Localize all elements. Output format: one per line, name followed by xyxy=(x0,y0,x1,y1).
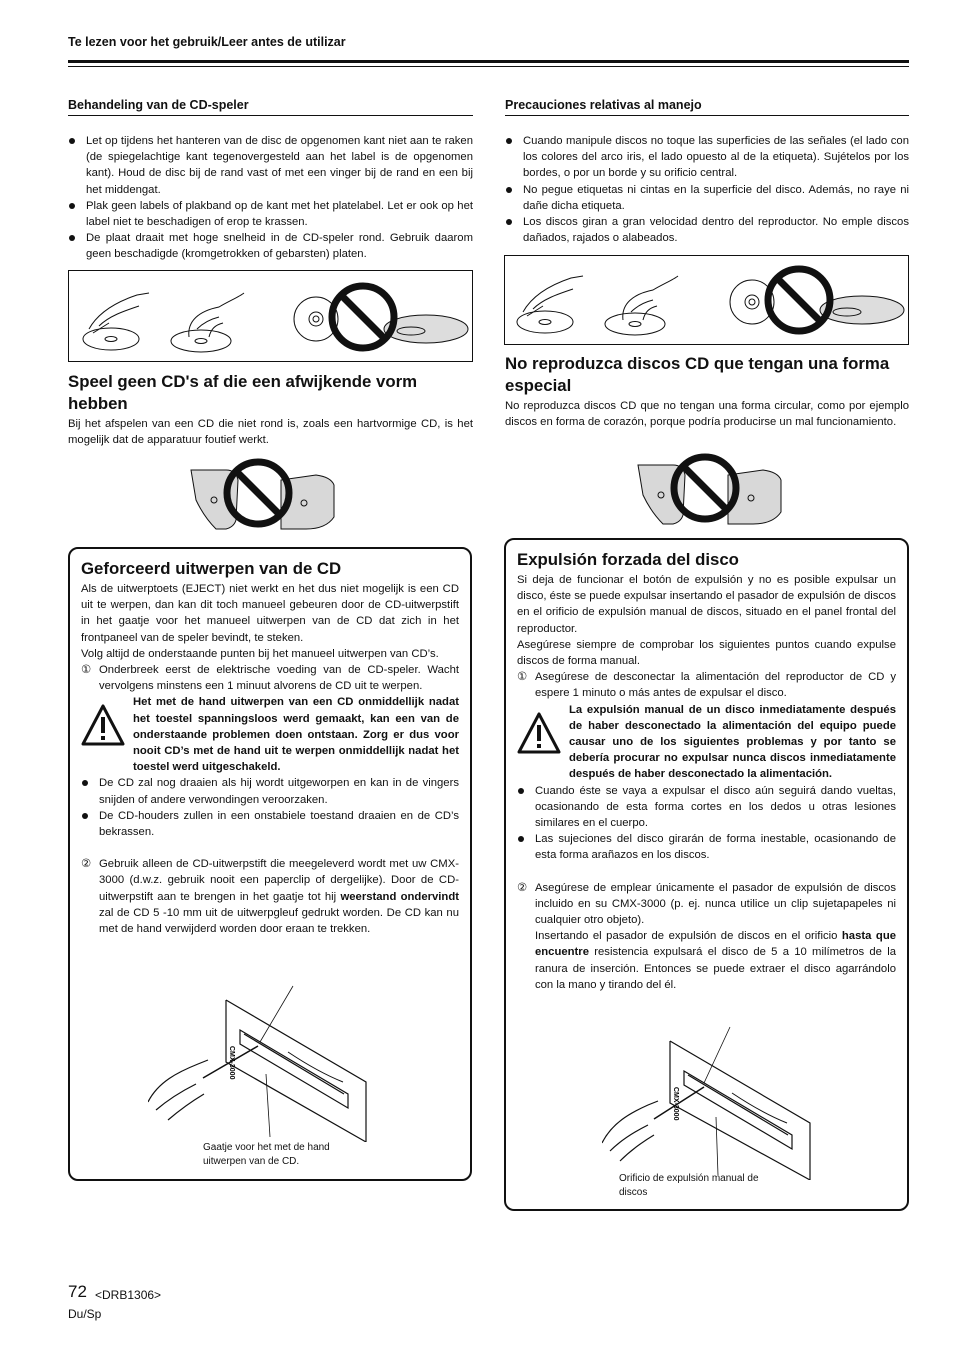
left-eject-intro: Als de uitwerptoets (EJECT) niet werkt en het dus niet mogelijk is een CD uit te werpen, dan kan dit toch manueel gebeuren door de CD-uitwerpstift in het gaatje voor het manueel uitwerpen van de CD dat zich in het frontpaneel van de speler bevindt, te steken. xyxy=(81,583,459,644)
step-number: ① xyxy=(517,671,528,684)
step-text: Asegúrese de desconectar la alimentación del reproductor de CD y espere 1 minuto o más antes de expulsar el disco. xyxy=(535,671,896,700)
step-text: Onderbreek eerst de elektrische voeding van de CD-speler. Wacht vervolgens minstens een 1 minuut alvorens de CD uit te werpen. xyxy=(99,664,459,693)
warning-icon xyxy=(81,694,125,775)
no-label-icon xyxy=(727,264,907,336)
list-item: No pegue etiquetas ni cintas en la superficie del disco. Además, no raye ni dañe dicha etiqueta. xyxy=(505,182,909,214)
left-handling-heading: Behandeling van de CD-speler xyxy=(68,98,473,116)
manual-eject-illustration xyxy=(602,1025,812,1180)
warning-text: La expulsión manual de un disco inmediatamente después de haber desconectado la alimentación del equipo puede causar uno de los siguientes problemas y por tanto se debería procurar no expulsar nunca discos inmediatamente después de haber desconectado la alimentación. xyxy=(569,703,896,781)
warning-icon xyxy=(517,702,561,783)
right-eject-bullets xyxy=(517,783,896,864)
right-eject-intro: Si deja de funcionar el botón de expulsión y no es posible expulsar un disco, éste se puede expulsar insertando el pasador de expulsión de discos en el orificio de expulsión manual de discos, situado en el panel frontal del reproductor. xyxy=(517,574,896,635)
step-text-bold: weerstand ondervindt xyxy=(340,890,460,903)
left-eject-step2 xyxy=(81,856,459,937)
device-label: CMX-3000 xyxy=(672,1087,679,1121)
step-text: resistencia expulsará el disco de 5 a 10 milímetros de la ranura de inserción. Entonces se puede extraer el disco agarrándolo con la mano y tirando del él. xyxy=(535,946,896,991)
list-item: Plak geen labels of plakband op de kant met het platelabel. Let er ook op het label niet te beschadigen of erop te krassen. xyxy=(68,198,473,230)
right-eject-warning xyxy=(517,702,896,783)
list-item: De plaat draait met hoge snelheid in de CD-speler rond. Gebruik daarom geen beschadigde (kromgetrokken of gebarsten) platen. xyxy=(68,230,473,262)
document-code: <DRB1306> xyxy=(95,1288,162,1302)
step-number: ① xyxy=(81,664,92,677)
left-eject-intro2: Volg altijd de onderstaande punten bij het manueel uitwerpen van CD’s. xyxy=(81,647,439,660)
list-item: Los discos giran a gran velocidad dentro del reproductor. No emple discos dañados, rajados o alabeados. xyxy=(505,214,909,246)
left-handling-list xyxy=(68,133,473,263)
step-text: Insertando el pasador de expulsión de discos en el orificio xyxy=(535,930,842,943)
right-handling-heading: Precauciones relativas al manejo xyxy=(505,98,909,116)
header-rule xyxy=(68,60,909,63)
right-eject-frame xyxy=(504,538,909,1211)
right-eject-step1 xyxy=(517,669,896,701)
list-item: Let op tijdens het hanteren van de disc de opgenomen kant niet aan te raken (de spiegelachtige kant tegenovergesteld aan het label is de opgenomen kant). Houd de disc bij de rand vast of met een vinger bij de rand en een bij het middengat. xyxy=(68,133,473,198)
list-item: Las sujeciones del disco girarán de forma inestable, ocasionando de esta forma arañazos en los discos. xyxy=(517,831,896,863)
right-eject-heading: Expulsión forzada del disco xyxy=(517,550,739,569)
step-text-bold: hasta que encuentre xyxy=(535,930,897,959)
step-text: Asegúrese de emplear únicamente el pasador de expulsión de discos incluido en su CMX-3000 (p. ej. nunca utilice un clip sujetapapeles ni cualquier otro objeto). xyxy=(535,881,896,927)
left-shape-text: Bij het afspelen van een CD die niet rond is, zoals een hartvormige CD, is het mogelijk dat de apparatuur foutief werkt. xyxy=(68,418,473,447)
heart-disc-prohibited-icon xyxy=(186,455,338,531)
manual-eject-illustration xyxy=(148,982,368,1142)
left-eject-warning xyxy=(81,694,459,775)
heart-disc-prohibited-icon xyxy=(633,450,785,528)
left-shape-heading: Speel geen CD's af die een afwijkende vorm hebben xyxy=(68,372,418,413)
left-eject-bullets xyxy=(81,775,459,840)
right-shape-heading: No reproduzca discos CD que tengan una forma especial xyxy=(505,354,890,395)
right-shape-text: No reproduzca discos CD que no tengan una forma circular, como por ejemplo discos en forma de corazón, porque podría producirse un mal funcionamiento. xyxy=(505,400,909,429)
right-handling-list xyxy=(505,133,909,246)
language-code: Du/Sp xyxy=(68,1307,102,1321)
list-item: Cuando manipule discos no toque las superficies de las señales (el lado con los colores del arco iris, el lado opuesto al de la etiqueta). Sujételos por los bordes, o por un borde y su orificio central. xyxy=(505,133,909,182)
header-title: Te lezen voor het gebruik/Leer antes de utilizar xyxy=(68,35,346,49)
step-text: Gebruik alleen de CD-uitwerpstift die meegeleverd wordt met uw CMX-3000 (d.w.z. gebruik nooit een paperclip of dergelijke). Door de CD-uitwerpstift aan te brengen in het gaatje tot hij xyxy=(99,858,459,903)
step-text: zal de CD 5 -10 mm uit de uitwerpgleuf gedrukt worden. De CD kan nu met de hand verwijderd worden door eraan te trekken. xyxy=(99,906,459,936)
left-eject-step1 xyxy=(81,662,459,694)
list-item: De CD zal nog draaien als hij wordt uitgeworpen en kan in de vingers snijden of andere verwondingen veroorzaken. xyxy=(81,775,459,807)
left-handling-figure xyxy=(68,270,473,362)
right-eject-intro2: Asegúrese siempre de comprobar los siguientes puntos cuando expulse discos de forma manual. xyxy=(517,638,896,668)
step-number: ② xyxy=(517,881,528,894)
step-number: ② xyxy=(81,858,92,871)
right-eject-caption: Orificio de expulsión manual de discos xyxy=(619,1173,759,1198)
no-label-icon xyxy=(291,281,471,353)
list-item: De CD-houders zullen in een onstabiele toestand draaien en de CD’s bekrassen. xyxy=(81,808,459,840)
right-handling-figure xyxy=(504,255,909,345)
page-number: 72 xyxy=(68,1282,87,1301)
left-eject-caption: Gaatje voor het met de hand uitwerpen van de CD. xyxy=(203,1142,330,1167)
left-eject-frame xyxy=(68,547,472,1181)
device-label: CMX-3000 xyxy=(228,1046,235,1080)
list-item: Cuando éste se vaya a expulsar el disco aún seguirá dando vueltas, ocasionando de esta forma cortes en los dedos u otras lesiones similares en el cuerpo. xyxy=(517,783,896,832)
left-eject-heading: Geforceerd uitwerpen van de CD xyxy=(81,559,342,578)
warning-text: Het met de hand uitwerpen van een CD onmiddellijk nadat het toestel spanningsloos werd gemaakt, kan een van de onderstaande problemen doen ontstaan. Zorg er dus voor nooit CD’s met de hand uit te werpen onmiddellijk nadat het toestel werd uitgeschakeld. xyxy=(133,696,459,774)
right-eject-step2 xyxy=(517,880,896,993)
header-rule-thin xyxy=(68,66,909,67)
